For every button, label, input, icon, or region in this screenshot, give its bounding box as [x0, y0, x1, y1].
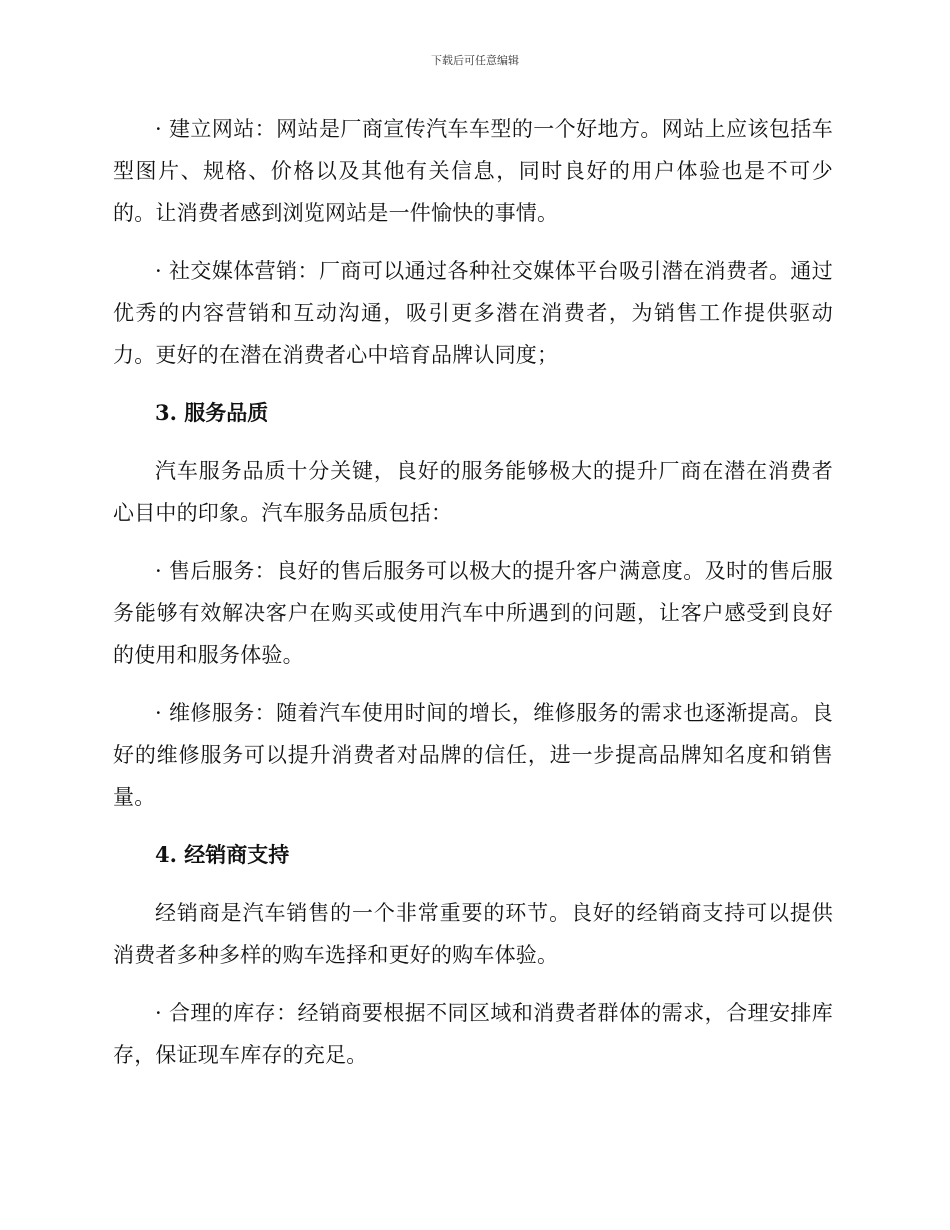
paragraph-reasonable-inventory: · 合理的库存：经销商要根据不同区域和消费者群体的需求，合理安排库存，保证现车库存的充足。	[113, 1001, 833, 1067]
section-heading-dealer-support: 4. 经销商支持	[155, 842, 290, 867]
paragraph-maintenance-service: · 维修服务：随着汽车使用时间的增长，维修服务的需求也逐渐提高。良好的维修服务可以提升消费者对品牌的信任，进一步提高品牌知名度和销售量。	[113, 701, 833, 809]
section-heading-service-quality: 3. 服务品质	[155, 400, 269, 425]
document-body	[113, 108, 833, 1092]
paragraph-build-website: · 建立网站：网站是厂商宣传汽车车型的一个好地方。网站上应该包括车型图片、规格、价格以及其他有关信息，同时良好的用户体验也是不可少的。让消费者感到浏览网站是一件愉快的事情。	[113, 117, 833, 225]
paragraph-service-quality-intro: 汽车服务品质十分关键，良好的服务能够极大的提升厂商在潜在消费者心目中的印象。汽车服务品质包括：	[113, 459, 833, 525]
paragraph-after-sales-service: · 售后服务：良好的售后服务可以极大的提升客户满意度。及时的售后服务能够有效解决客户在购买或使用汽车中所遇到的问题，让客户感受到良好的使用和服务体验。	[113, 559, 833, 667]
paragraph-dealer-support-intro: 经销商是汽车销售的一个非常重要的环节。良好的经销商支持可以提供消费者多种多样的购车选择和更好的购车体验。	[113, 901, 833, 967]
page-header: 下载后可任意编辑	[431, 54, 519, 67]
paragraph-social-media-marketing: · 社交媒体营销：厂商可以通过各种社交媒体平台吸引潜在消费者。通过优秀的内容营销和互动沟通，吸引更多潜在消费者，为销售工作提供驱动力。更好的在潜在消费者心中培育品牌认同度；	[113, 259, 833, 367]
